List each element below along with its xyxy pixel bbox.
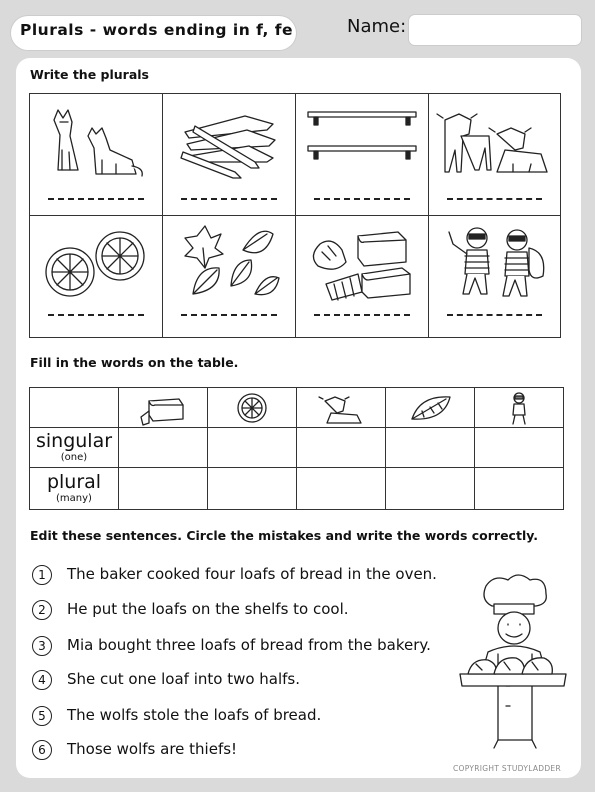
table-header-cell <box>119 388 208 428</box>
picture-cell-shelves <box>296 94 429 216</box>
shelves-icon <box>304 106 422 176</box>
row-label: singular <box>35 430 113 452</box>
answer-line[interactable] <box>447 198 542 200</box>
fill-in-table <box>29 387 564 510</box>
sentence-text[interactable]: He put the loafs on the shelfs to cool. <box>67 600 349 618</box>
table-header-cell <box>386 388 475 428</box>
answer-cell[interactable] <box>208 468 297 510</box>
sentence-number: 3 <box>32 636 52 656</box>
calf-icon <box>297 389 385 427</box>
answer-cell[interactable] <box>475 428 564 468</box>
answer-line[interactable] <box>181 314 277 316</box>
answer-cell[interactable] <box>119 428 208 468</box>
sentence-number: 4 <box>32 670 52 690</box>
answer-cell[interactable] <box>297 468 386 510</box>
copyright-text: COPYRIGHT STUDYLADDER <box>453 764 561 773</box>
sentence-text[interactable]: Those wolfs are thiefs! <box>67 740 238 758</box>
table-header-cell <box>208 388 297 428</box>
row-sublabel: (many) <box>56 493 92 504</box>
halves-icon <box>36 226 156 302</box>
picture-cell-leaves <box>163 216 296 337</box>
row-label-singular <box>30 428 119 468</box>
table-row <box>30 468 564 510</box>
thief-icon <box>475 389 563 427</box>
name-field[interactable] <box>409 15 581 45</box>
picture-cell-calves <box>429 94 560 216</box>
section3-heading: Edit these sentences. Circle the mistakes and write the words correctly. <box>30 528 538 543</box>
answer-line[interactable] <box>447 314 542 316</box>
picture-cell-loaves <box>296 216 429 337</box>
loaf-icon <box>119 389 207 427</box>
sentence-text[interactable]: Mia bought three loafs of bread from the bakery. <box>67 636 431 654</box>
answer-cell[interactable] <box>386 428 475 468</box>
calves-icon <box>433 100 553 184</box>
section1-heading: Write the plurals <box>30 67 149 82</box>
answer-cell[interactable] <box>208 428 297 468</box>
answer-cell[interactable] <box>475 468 564 510</box>
sentence-text[interactable]: She cut one loaf into two halfs. <box>67 670 301 688</box>
half-icon <box>208 389 296 427</box>
row-label-plural <box>30 468 119 510</box>
wolves-icon <box>36 100 156 182</box>
answer-cell[interactable] <box>297 428 386 468</box>
table-header-cell <box>475 388 564 428</box>
name-label: Name: <box>347 16 407 37</box>
sentence-text[interactable]: The baker cooked four loafs of bread in the oven. <box>67 565 437 583</box>
row-sublabel: (one) <box>60 452 88 463</box>
table-corner-cell <box>30 388 119 428</box>
leaf-icon <box>386 389 474 427</box>
answer-cell[interactable] <box>386 468 475 510</box>
picture-cell-knives <box>163 94 296 216</box>
knives-icon <box>175 102 285 182</box>
answer-line[interactable] <box>48 314 144 316</box>
plurals-picture-grid <box>29 93 561 338</box>
thieves-icon <box>433 220 553 304</box>
baker-illustration-icon <box>458 570 570 750</box>
answer-cell[interactable] <box>119 468 208 510</box>
picture-cell-thieves <box>429 216 560 337</box>
answer-line[interactable] <box>48 198 144 200</box>
answer-line[interactable] <box>181 198 277 200</box>
sentence-number: 5 <box>32 706 52 726</box>
picture-cell-wolves <box>30 94 163 216</box>
table-header-row <box>30 388 564 428</box>
row-label: plural <box>46 471 102 493</box>
answer-line[interactable] <box>314 198 410 200</box>
leaves-icon <box>175 220 285 304</box>
sentence-number: 6 <box>32 740 52 760</box>
page-title: Plurals - words ending in f, fe <box>20 21 294 39</box>
section2-heading: Fill in the words on the table. <box>30 355 239 370</box>
sentence-number: 1 <box>32 565 52 585</box>
table-row <box>30 428 564 468</box>
sentence-number: 2 <box>32 600 52 620</box>
picture-cell-halves <box>30 216 163 337</box>
sentence-text[interactable]: The wolfs stole the loafs of bread. <box>67 706 322 724</box>
table-header-cell <box>297 388 386 428</box>
answer-line[interactable] <box>314 314 410 316</box>
loaves-icon <box>302 222 422 302</box>
